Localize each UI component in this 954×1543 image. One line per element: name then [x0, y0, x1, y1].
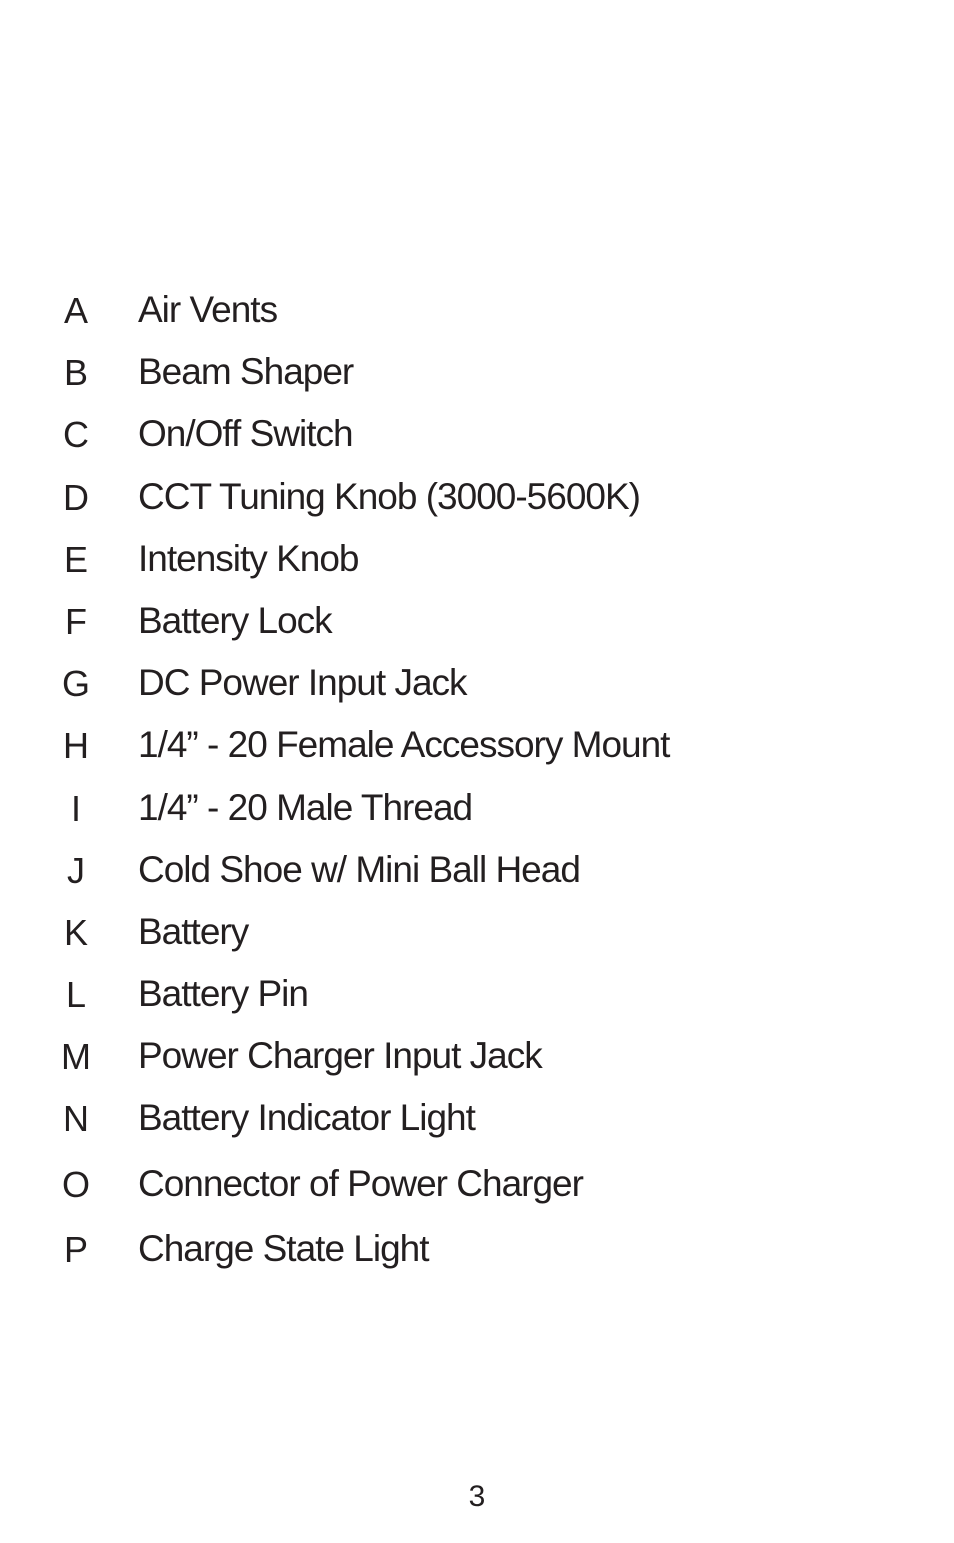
part-name: Connector of Power Charger: [138, 1162, 583, 1204]
part-name: Charge State Light: [138, 1228, 429, 1270]
part-letter: O: [61, 1163, 90, 1205]
list-item: [0, 778, 954, 840]
part-name: On/Off Switch: [138, 413, 353, 455]
list-item: [0, 467, 954, 529]
part-letter: F: [65, 600, 87, 642]
part-name: Battery Lock: [138, 599, 332, 641]
part-name: Air Vents: [138, 289, 278, 330]
list-item: [0, 964, 954, 1026]
part-letter: G: [61, 663, 90, 705]
part-letter: N: [63, 1098, 89, 1140]
list-item: [0, 591, 954, 653]
list-item: [0, 840, 954, 902]
list-item: [0, 902, 954, 964]
part-letter: H: [63, 725, 89, 767]
part-name: Intensity Knob: [138, 537, 359, 579]
part-name: 1/4” - 20 Male Thread: [138, 786, 473, 828]
list-item: [0, 1026, 954, 1088]
list-item: [0, 529, 954, 591]
part-name: Power Charger Input Jack: [138, 1035, 542, 1077]
part-letter: E: [63, 538, 88, 580]
list-item: [0, 1219, 954, 1281]
part-name: Battery Indicator Light: [138, 1097, 475, 1139]
list-item: [0, 1088, 954, 1154]
part-letter: L: [65, 974, 87, 1016]
list-item: [0, 280, 954, 342]
part-name: 1/4” - 20 Female Accessory Mount: [138, 724, 670, 766]
part-letter: K: [63, 911, 88, 953]
list-item: [0, 342, 954, 404]
list-item: [0, 1154, 954, 1220]
part-name: Cold Shoe w/ Mini Ball Head: [138, 848, 580, 890]
part-letter: C: [63, 414, 89, 456]
part-name: CCT Tuning Knob (3000-5600K): [138, 475, 640, 517]
list-item: [0, 715, 954, 777]
part-name: DC Power Input Jack: [138, 662, 467, 704]
part-letter: J: [67, 849, 85, 891]
part-letter: A: [63, 290, 88, 331]
part-letter: P: [63, 1229, 88, 1271]
list-item: [0, 404, 954, 466]
part-letter: I: [70, 787, 81, 829]
part-name: Battery Pin: [138, 973, 308, 1015]
part-letter: D: [63, 476, 89, 518]
part-name: Battery: [138, 910, 249, 952]
page-number: 3: [468, 1480, 486, 1513]
list-item: [0, 653, 954, 715]
part-name: Beam Shaper: [138, 351, 354, 393]
part-letter: M: [61, 1036, 91, 1078]
part-letter: B: [63, 352, 88, 394]
parts-list: [0, 280, 954, 1282]
